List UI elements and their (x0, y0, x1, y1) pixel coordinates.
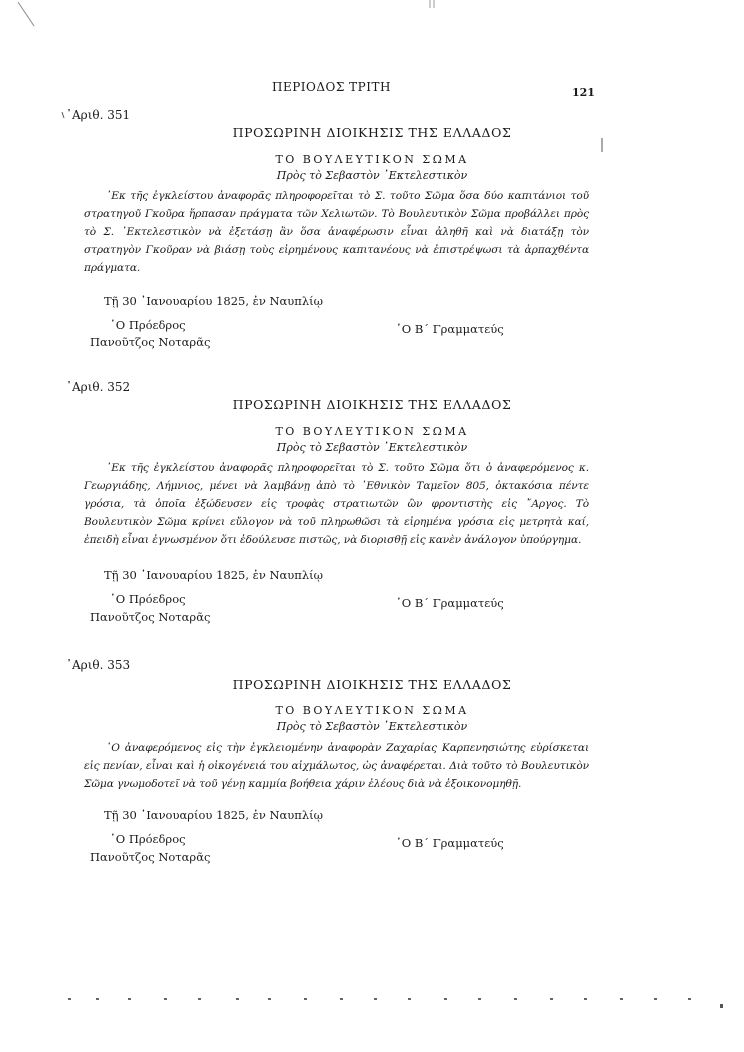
body-paragraph: ῾Ο ἀναφερόμενος εἰς τὴν ἐγκλειομένην ἀναφορὰν Ζαχαρίας Καρπενησιώτης εὑρίσκεται εἰς πενίαν, εἶναι καὶ ἡ οἰκογένειά του αἰχμάλωτος, ὡς ἀναφέρεται. Διὰ τοῦτο τὸ Βουλευτικὸν Σῶμα γνωμοδοτεῖ νὰ τοῦ γένῃ καμμία βοήθεια χάριν ἐλέους διὰ νὰ ἐξοικονομηθῇ. (84, 742, 589, 790)
body-paragraph: ᾿Εκ τῆς ἐγκλείστου ἀναφορᾶς πληροφορεῖται τὸ Σ. τοῦτο Σῶμα ὅσα δύο καπιτάνιοι τοῦ στρατηγοῦ Γκοῦρα ἥρπασαν πράγματα τῶν Χελιωτῶν. Τὸ Βουλευτικὸν Σῶμα προβάλλει πρὸς τὸ Σ. ᾿Εκτελεστικὸν νὰ ἐξετάσῃ ἂν ὅσα ἀναφέρωσιν εἶναι ἀληθῆ καὶ νὰ διατάξῃ τὸν στρατηγὸν Γκοῦραν νὰ βιάσῃ τοὺς εἰρημένους καπιτανέους νὰ ἐπιστρέψωσι τὰ ἁρπαχθέντα πράγματα. (84, 190, 589, 274)
document-date: Τῇ 30 ᾿Ιανουαρίου 1825, ἐν Ναυπλίῳ (104, 568, 324, 582)
president-title: ῾Ο Πρόεδρος (110, 832, 186, 846)
document-number: ᾿Αριθ. 352 (66, 380, 131, 394)
page-number: 121 (572, 86, 595, 99)
president-name: Πανοῦτζος Νοταρᾶς (90, 610, 211, 624)
president-title: ῾Ο Πρόεδρος (110, 318, 186, 332)
document-addressee: Πρὸς τὸ Σεβαστὸν ᾿Εκτελεστικὸν (276, 441, 468, 454)
document-sender: ΤΟ ΒΟΥΛΕΥΤΙΚΟΝ ΣΩΜΑ (275, 704, 469, 717)
document-addressee: Πρὸς τὸ Σεβαστὸν ᾿Εκτελεστικὸν (276, 169, 468, 182)
secretary-title: ῾Ο Β΄ Γραμματεύς (396, 836, 504, 850)
document-date: Τῇ 30 ᾿Ιανουαρίου 1825, ἐν Ναυπλίῳ (104, 808, 324, 822)
document-sender: ΤΟ ΒΟΥΛΕΥΤΙΚΟΝ ΣΩΜΑ (275, 425, 469, 438)
corner-dot (720, 1004, 723, 1008)
document-number: ᾿Αριθ. 351 (66, 108, 131, 122)
document-date: Τῇ 30 ᾿Ιανουαρίου 1825, ἐν Ναυπλίῳ (104, 294, 324, 308)
margin-mark (62, 112, 64, 118)
document-sender: ΤΟ ΒΟΥΛΕΥΤΙΚΟΝ ΣΩΜΑ (275, 153, 469, 166)
bottom-dotted-line (68, 998, 708, 1002)
secretary-title: ῾Ο Β΄ Γραμματεύς (396, 322, 504, 336)
document-addressee: Πρὸς τὸ Σεβαστὸν ᾿Εκτελεστικὸν (276, 720, 468, 733)
president-name: Πανοῦτζος Νοταρᾶς (90, 335, 211, 349)
document-heading: ΠΡΟΣΩΡΙΝΗ ΔΙΟΙΚΗΣΙΣ ΤΗΣ ΕΛΛΑΔΟΣ (232, 677, 512, 692)
president-title: ῾Ο Πρόεδρος (110, 592, 186, 606)
document-heading: ΠΡΟΣΩΡΙΝΗ ΔΙΟΙΚΗΣΙΣ ΤΗΣ ΕΛΛΑΔΟΣ (232, 125, 512, 140)
body-paragraph: ᾿Εκ τῆς ἐγκλείστου ἀναφορᾶς πληροφορεῖται τὸ Σ. τοῦτο Σῶμα ὅτι ὁ ἀναφερόμενος κ. Γεωργιάδης, Λήμνιος, μένει νὰ λαμβάνῃ ἀπὸ τὸ ᾿Εθνικὸν Ταμεῖον 805, ὀκτακόσια πέντε γρόσια, τὰ ὁποῖα ἐξώδευσεν εἰς τροφὰς στρατιωτῶν ὢν φροντιστὴς εἰς ῎Αργος. Τὸ Βουλευτικὸν Σῶμα κρίνει εὔλογον νὰ τοῦ πληρωθῶσι τὰ εἰρημένα γρόσια εἰς μετρητὰ καί, ἐπειδὴ εἶναι ἐγνωσμένον ὅτι ἐδούλευσε πιστῶς, νὰ διορισθῇ εἰς κανὲν ἀνάλογον ὑπούργημα. (84, 462, 589, 546)
president-name: Πανοῦτζος Νοταρᾶς (90, 850, 211, 864)
document-heading: ΠΡΟΣΩΡΙΝΗ ΔΙΟΙΚΗΣΙΣ ΤΗΣ ΕΛΛΑΔΟΣ (232, 397, 512, 412)
running-title: ΠΕΡΙΟΔΟΣ ΤΡΙΤΗ (272, 80, 391, 94)
secretary-title: ῾Ο Β΄ Γραμματεύς (396, 596, 504, 610)
document-number: ᾿Αριθ. 353 (66, 658, 131, 672)
corner-mark (18, 2, 34, 26)
